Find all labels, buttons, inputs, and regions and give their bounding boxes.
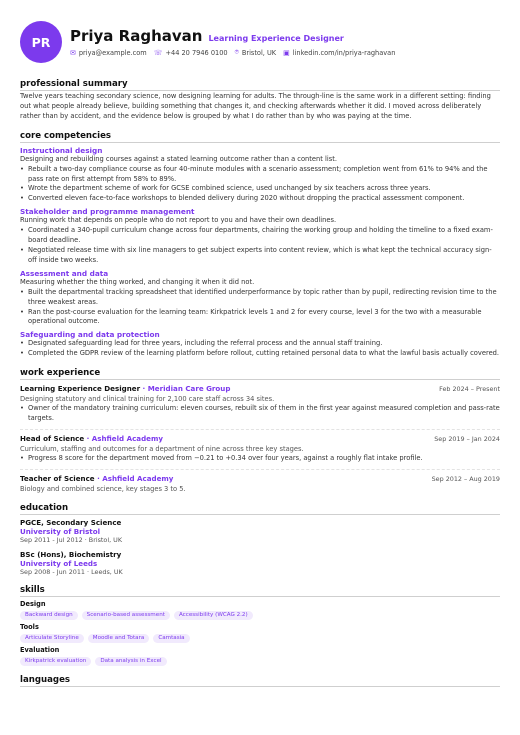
- job-company: Ashfield Academy: [91, 433, 163, 443]
- job-bullets: [20, 404, 500, 424]
- summary-text: Twelve years teaching secondary science, now designing learning for adults. The through-line is the same work in a different setting: finding out what people already believe, building something that changes it, and checking afterwards whether it did. I moved across deliberately rather than by accident, and the evidence below is grouped by what I do rather than by who was paying at the time.: [20, 92, 491, 120]
- bullet-item: • Converted eleven face-to-face workshops to blended delivery during 2020 without dropping the practical assessment component.: [20, 194, 500, 204]
- location-pin-icon: ⌾: [234, 48, 239, 56]
- competency-title: Instructional design: [20, 145, 103, 155]
- competency-group: [20, 146, 500, 205]
- section-heading: core competencies: [20, 131, 500, 143]
- linkedin-text: linkedin.com/in/priya-raghavan: [292, 48, 396, 57]
- competency-group: [20, 207, 500, 266]
- summary-section: [20, 79, 500, 122]
- job-title: Teacher of Science: [20, 473, 95, 483]
- school: University of Leeds: [20, 558, 98, 568]
- degree: PGCE, Secondary Science: [20, 517, 122, 527]
- bullet-item: • Coordinated a 340-pupil curriculum change across four departments, chairing the working group and holding the timeline to a fixed exam-board deadline.: [20, 226, 500, 246]
- experience-section: [20, 368, 500, 494]
- school: University of Bristol: [20, 526, 100, 536]
- competency-description: Measuring whether the thing worked, and changing it when it did not.: [20, 277, 255, 286]
- job-title-line: [20, 384, 230, 393]
- competency-groups: [20, 146, 500, 359]
- mail-icon: ✉: [70, 48, 76, 57]
- skill-group: [20, 623, 500, 643]
- job-divider: [20, 469, 500, 470]
- competency-description: Running work that depends on people who do not report to you and have their own deadlines.: [20, 216, 337, 225]
- contact-row: [70, 48, 402, 57]
- skill-group-label: Tools: [20, 622, 39, 631]
- job-divider: [20, 429, 500, 430]
- competency-bullets: [20, 288, 500, 328]
- competency-bullets: [20, 339, 500, 359]
- competency-title: Safeguarding and data protection: [20, 330, 160, 340]
- section-heading: skills: [20, 585, 500, 597]
- name-row: [70, 27, 402, 45]
- job-bullets: [20, 454, 500, 464]
- contact-location: [235, 48, 277, 57]
- job-entry: [20, 434, 500, 464]
- skill-tags: [20, 657, 500, 666]
- contact-email[interactable]: [70, 48, 147, 57]
- bullet-item: • Ran the post-course evaluation for the learning team: Kirkpatrick levels 1 and 2 for every course, level 3 for the two with a measurable operational outcome.: [20, 308, 500, 328]
- skill-tag: Accessibility (WCAG 2.2): [174, 611, 253, 620]
- job-title: Learning Experience Designer: [20, 384, 141, 394]
- job-title-line: [20, 474, 173, 483]
- linkedin-icon: ▣: [283, 48, 290, 57]
- competency-description: Designing and rebuilding courses against a stated learning outcome rather than a content list.: [20, 154, 337, 163]
- section-heading: professional summary: [20, 79, 500, 91]
- section-heading: languages: [20, 675, 500, 687]
- job-dates: Sep 2012 – Aug 2019: [431, 474, 500, 483]
- avatar: PR: [20, 21, 62, 63]
- skill-group-label: Evaluation: [20, 645, 60, 654]
- job-header: [20, 474, 500, 483]
- skill-tag: Kirkpatrick evaluation: [20, 657, 91, 666]
- bullet-item: • Rebuilt a two-day compliance course as four 40-minute modules with a scenario assessment; completion went from 61% to 94% and the pass rate on first attempt from 58% to 89%.: [20, 165, 500, 185]
- job-header: [20, 384, 500, 393]
- job-dates: Feb 2024 – Present: [439, 385, 500, 394]
- job-title: Head of Science: [20, 433, 85, 443]
- skill-tags: [20, 611, 500, 620]
- job-list: [20, 384, 500, 494]
- competencies-section: [20, 131, 500, 359]
- job-company: Ashfield Academy: [102, 473, 174, 483]
- skill-tag: Scenario-based assessment: [82, 611, 170, 620]
- job-header: [20, 434, 500, 443]
- candidate-role: Learning Experience Designer: [208, 34, 344, 43]
- competency-group: [20, 269, 500, 328]
- skill-tag: Camtasia: [153, 634, 189, 643]
- education-list: [20, 518, 500, 576]
- skills-section: [20, 585, 500, 666]
- job-company: Meridian Care Group: [147, 384, 231, 394]
- skill-tag: Backward design: [20, 611, 78, 620]
- languages-section: [20, 675, 500, 687]
- job-dates: Sep 2019 – Jan 2024: [434, 434, 500, 443]
- separator: ·: [94, 473, 103, 483]
- section-heading: work experience: [20, 368, 500, 380]
- header-text: [70, 27, 402, 57]
- job-summary: Designing statutory and clinical training for 2,100 care staff across 34 sites.: [20, 395, 275, 404]
- phone-text: +44 20 7946 0100: [165, 48, 228, 57]
- skill-tags: [20, 634, 500, 643]
- degree: BSc (Hons), Biochemistry: [20, 549, 122, 559]
- competency-title: Assessment and data: [20, 268, 109, 278]
- skill-tag: Data analysis in Excel: [95, 657, 166, 666]
- skill-tag: Articulate Storyline: [20, 634, 84, 643]
- bullet-item: • Owner of the mandatory training curriculum: eleven courses, rebuilt six of them in the first year against measured completion and pass-rate targets.: [20, 404, 500, 424]
- job-entry: [20, 384, 500, 424]
- location-text: Bristol, UK: [241, 48, 277, 57]
- competency-bullets: [20, 165, 500, 205]
- contact-phone[interactable]: [154, 48, 228, 57]
- skill-group: [20, 646, 500, 666]
- bullet-item: • Wrote the department scheme of work for GCSE combined science, used unchanged by six teachers across three years.: [20, 184, 500, 194]
- skill-group-label: Design: [20, 599, 46, 608]
- phone-icon: ☏: [153, 48, 163, 57]
- separator: ·: [84, 433, 92, 443]
- bullet-item: • Progress 8 score for the department moved from −0.21 to +0.34 over four years, against a roughly flat intake profile.: [20, 454, 500, 464]
- education-entry: [20, 550, 500, 576]
- education-entry: [20, 518, 500, 544]
- skill-tag: Moodle and Totara: [88, 634, 150, 643]
- contact-linkedin[interactable]: [283, 48, 395, 57]
- job-summary: Curriculum, staffing and outcomes for a department of nine across three key stages.: [20, 444, 304, 453]
- email-text: priya@example.com: [78, 48, 147, 57]
- competency-title: Stakeholder and programme management: [20, 207, 195, 217]
- skill-group: [20, 600, 500, 620]
- resume-header: [20, 0, 500, 63]
- candidate-name: Priya Raghavan: [70, 27, 203, 45]
- separator: ·: [140, 384, 148, 394]
- job-summary: Biology and combined science, key stages 3 to 5.: [20, 484, 186, 493]
- education-meta: Sep 2011 - Jul 2012 · Bristol, UK: [20, 535, 123, 544]
- education-section: [20, 503, 500, 576]
- section-heading: education: [20, 503, 500, 515]
- competency-group: [20, 330, 500, 359]
- job-entry: [20, 474, 500, 494]
- bullet-item: • Built the departmental tracking spreadsheet that identified underperformance by topic rather than by pupil, redirecting revision time to the three weakest areas.: [20, 288, 500, 308]
- bullet-item: • Designated safeguarding lead for three years, including the referral process and the annual staff training.: [20, 339, 500, 349]
- skill-groups: [20, 600, 500, 666]
- education-meta: Sep 2008 - Jun 2011 · Leeds, UK: [20, 567, 123, 576]
- job-title-line: [20, 434, 163, 443]
- competency-bullets: [20, 226, 500, 266]
- bullet-item: • Negotiated release time with six line managers to get subject experts into content review, which is what kept the technical accuracy sign-off inside two weeks.: [20, 246, 500, 266]
- bullet-item: • Completed the GDPR review of the learning platform before rollout, cutting retained personal data to what the lawful basis actually covered.: [20, 349, 500, 359]
